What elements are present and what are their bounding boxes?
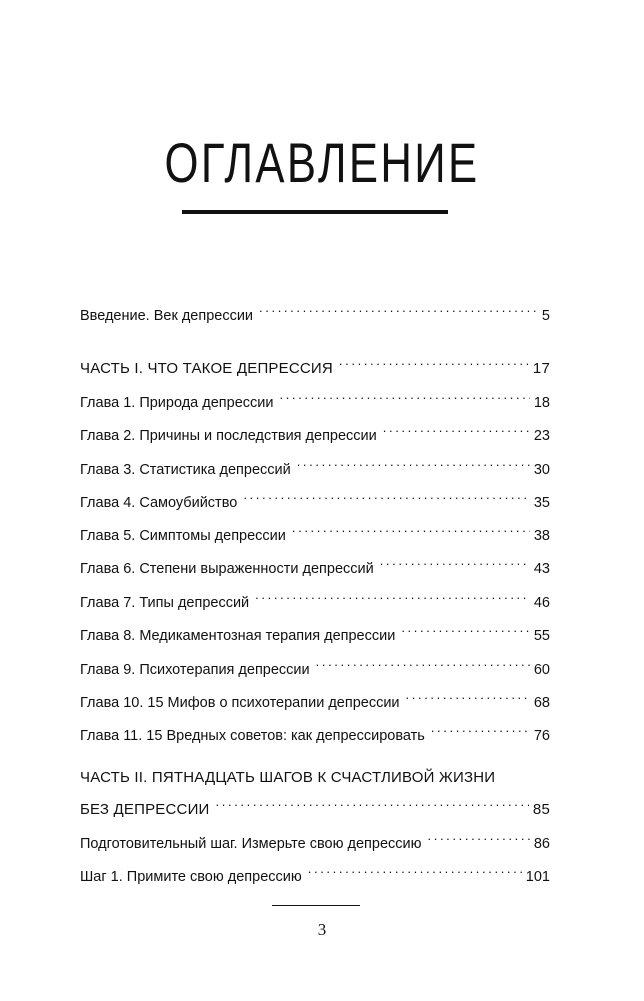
toc-entry-label: Глава 5. Симптомы депрессии (80, 525, 292, 547)
dot-leader (259, 298, 538, 320)
toc-entry-chapter-6[interactable] (80, 551, 550, 577)
toc-entry-page: 60 (530, 659, 550, 681)
dot-leader (308, 859, 522, 881)
toc-entry-label: Глава 6. Степени выраженности депрессий (80, 558, 380, 580)
dot-leader (292, 518, 530, 540)
toc-entry-chapter-8[interactable] (80, 618, 550, 644)
toc-entry-page: 18 (530, 392, 550, 414)
dot-leader (316, 652, 530, 674)
dot-leader (339, 351, 529, 373)
page-title: ОГЛАВЛЕНИЕ (164, 131, 480, 194)
toc-entry-step-1[interactable] (80, 859, 550, 885)
dot-leader (216, 792, 529, 814)
toc-entry-page: 85 (529, 799, 550, 821)
toc-entry-page: 101 (522, 866, 550, 888)
toc-entry-page: 23 (530, 425, 550, 447)
dot-leader (255, 585, 530, 607)
toc-entry-chapter-2[interactable] (80, 418, 550, 444)
toc-entry-page: 17 (529, 358, 550, 380)
toc-entry-chapter-10[interactable] (80, 685, 550, 711)
toc-entry-label: Глава 3. Статистика депрессий (80, 459, 297, 481)
toc-entry-page: 46 (530, 592, 550, 614)
toc-entry-label: Подготовительный шаг. Измерьте свою депрессию (80, 833, 428, 855)
toc-entry-label: Глава 1. Природа депрессии (80, 392, 279, 414)
footer-rule (272, 905, 360, 906)
toc-entry-part-2[interactable] (80, 792, 550, 818)
toc-entry-page: 55 (530, 625, 550, 647)
toc-entry-chapter-3[interactable] (80, 452, 550, 478)
toc-entry-chapter-5[interactable] (80, 518, 550, 544)
toc-entry-page: 68 (530, 692, 550, 714)
toc-entry-chapter-7[interactable] (80, 585, 550, 611)
dot-leader (243, 485, 530, 507)
toc-entry-label: Введение. Век депрессии (80, 305, 259, 327)
toc-entry-page: 5 (538, 305, 550, 327)
toc-entry-label: Глава 11. 15 Вредных советов: как депрессировать (80, 725, 431, 747)
page-number: 3 (317, 920, 327, 939)
toc-entry-chapter-4[interactable] (80, 485, 550, 511)
dot-leader (431, 718, 530, 740)
toc-entry-page: 86 (530, 833, 550, 855)
dot-leader (383, 418, 530, 440)
toc-entry-page: 43 (530, 558, 550, 580)
toc-entry-page: 30 (530, 459, 550, 481)
toc-entry-label: Глава 9. Психотерапия депрессии (80, 659, 316, 681)
toc-entry-intro[interactable] (80, 298, 550, 324)
toc-entry-chapter-9[interactable] (80, 652, 550, 678)
toc-entry-page: 38 (530, 525, 550, 547)
toc-entry-page: 35 (530, 492, 550, 514)
toc-entry-part-1[interactable] (80, 351, 550, 377)
toc-entry-label: Глава 8. Медикаментозная терапия депрессии (80, 625, 401, 647)
toc-entry-label: ЧАСТЬ I. ЧТО ТАКОЕ ДЕПРЕССИЯ (80, 358, 339, 380)
toc-entry-chapter-11[interactable] (80, 718, 550, 744)
title-underline (182, 210, 448, 214)
dot-leader (428, 826, 530, 848)
toc-entry-part-2-title[interactable]: ЧАСТЬ II. ПЯТНАДЦАТЬ ШАГОВ К СЧАСТЛИВОЙ ЖИЗНИ (80, 769, 496, 786)
dot-leader (380, 551, 530, 573)
toc-entry-label: Глава 7. Типы депрессий (80, 592, 255, 614)
dot-leader (401, 618, 530, 640)
dot-leader (279, 385, 529, 407)
dot-leader (406, 685, 530, 707)
toc-entry-step-prep[interactable] (80, 826, 550, 852)
toc-entry-label: Шаг 1. Примите свою депрессию (80, 866, 308, 888)
toc-entry-label: БЕЗ ДЕПРЕССИИ (80, 799, 216, 821)
toc-entry-page: 76 (530, 725, 550, 747)
toc-entry-label: Глава 4. Самоубийство (80, 492, 243, 514)
toc-entry-label: Глава 10. 15 Мифов о психотерапии депрессии (80, 692, 406, 714)
toc-entry-label: Глава 2. Причины и последствия депрессии (80, 425, 383, 447)
toc-entry-chapter-1[interactable] (80, 385, 550, 411)
dot-leader (297, 452, 530, 474)
